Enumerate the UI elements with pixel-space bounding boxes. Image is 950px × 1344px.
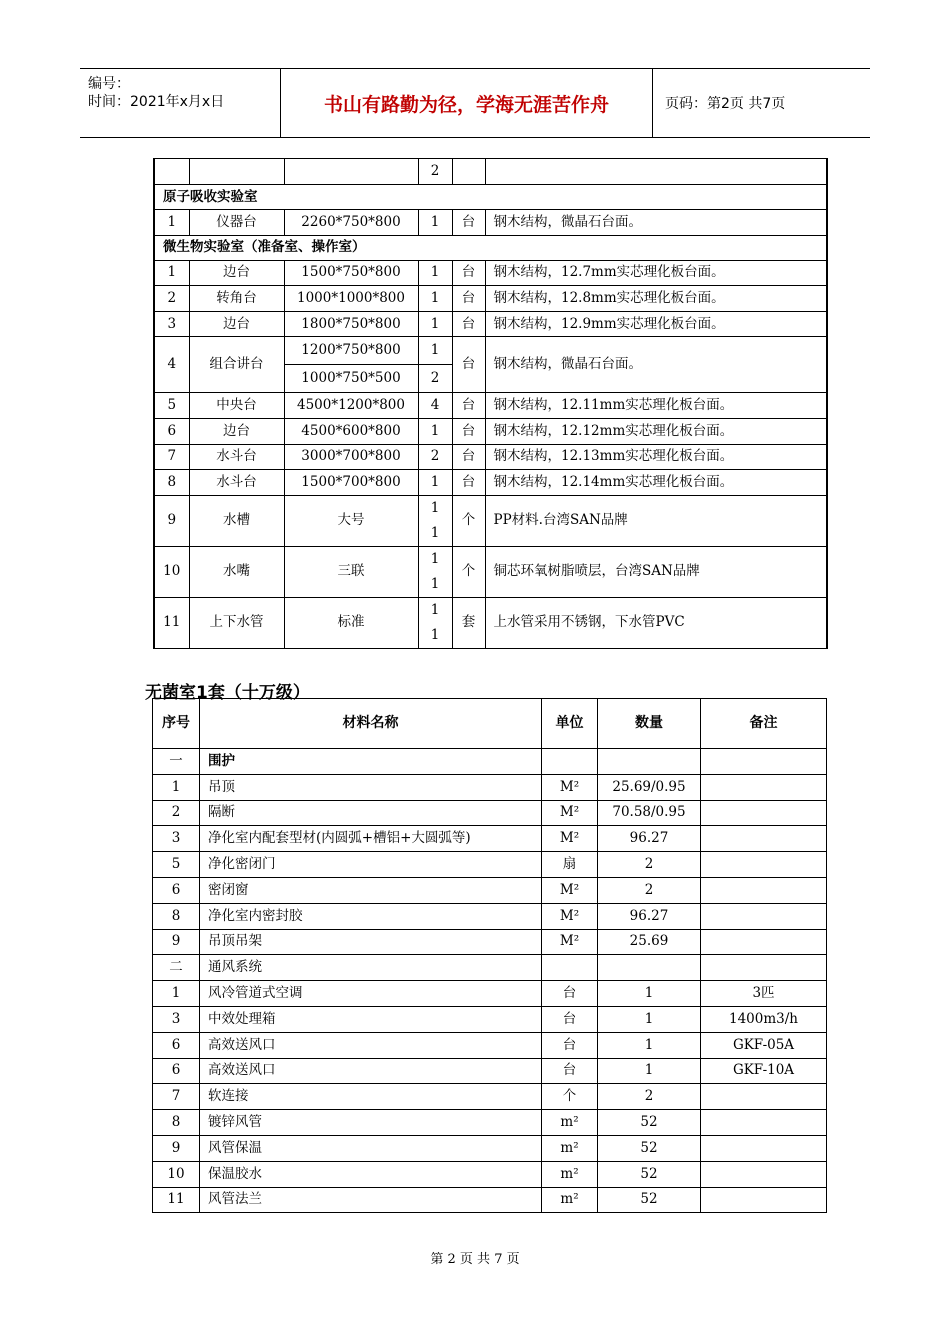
item-spec: 标准 — [284, 597, 418, 648]
table-row — [153, 749, 827, 775]
item-qty — [418, 495, 452, 546]
item-spec: 1000*1000*800 — [284, 286, 418, 312]
item-unit: 台 — [452, 210, 485, 236]
item-note: PP材料.台湾SAN品牌 — [485, 495, 827, 546]
item-spec: 1800*750*800 — [284, 311, 418, 337]
item-qty — [418, 546, 452, 597]
row-number: 6 — [153, 1032, 200, 1058]
row-number: 10 — [153, 1161, 200, 1187]
item-unit: 台 — [452, 286, 485, 312]
table-row — [154, 159, 827, 185]
table-row — [154, 597, 827, 648]
item-qty: 1 — [418, 418, 452, 444]
material-unit: M² — [542, 929, 598, 955]
item-qty: 2 — [418, 444, 452, 470]
table-row — [154, 444, 827, 470]
material-note — [701, 1161, 827, 1187]
page-header — [80, 68, 870, 138]
item-unit: 台 — [452, 260, 485, 286]
item-qty-line: 1 — [430, 626, 440, 643]
material-qty: 52 — [598, 1110, 701, 1136]
material-qty — [598, 749, 701, 775]
item-note: 上水管采用不锈钢，下水管PVC — [485, 597, 827, 648]
section-title: 原子吸收实验室 — [154, 185, 827, 210]
item-qty-line: 1 — [430, 524, 440, 541]
lab-furniture-table — [153, 158, 828, 649]
table-row — [153, 929, 827, 955]
item-name: 上下水管 — [189, 597, 284, 648]
item-note: 铜芯环氧树脂喷层，台湾SAN品牌 — [485, 546, 827, 597]
row-number: 6 — [154, 418, 189, 444]
item-note: 钢木结构，12.13mm实芯理化板台面。 — [485, 444, 827, 470]
material-qty: 2 — [598, 852, 701, 878]
header-page-number: 页码：第2页 共7页 — [665, 96, 786, 112]
table-row — [153, 955, 827, 981]
material-note — [701, 1084, 827, 1110]
section-row — [154, 185, 827, 210]
item-spec: 3000*700*800 — [284, 444, 418, 470]
item-qty: 1 — [418, 311, 452, 337]
table-row — [153, 1058, 827, 1084]
qty-cell: 2 — [418, 159, 452, 185]
material-qty: 2 — [598, 877, 701, 903]
row-number: 8 — [153, 903, 200, 929]
table-row — [154, 418, 827, 444]
empty-cell — [485, 159, 827, 185]
table-row — [153, 981, 827, 1007]
table-row — [154, 337, 827, 365]
material-unit: M² — [542, 826, 598, 852]
header-note: 备注 — [701, 699, 827, 749]
material-unit: M² — [542, 877, 598, 903]
material-qty — [598, 955, 701, 981]
material-name: 净化密闭门 — [200, 852, 542, 878]
item-spec: 1500*750*800 — [284, 260, 418, 286]
material-name: 风管保温 — [200, 1135, 542, 1161]
material-note — [701, 1110, 827, 1136]
material-note — [701, 903, 827, 929]
item-spec: 4500*1200*800 — [284, 393, 418, 419]
material-note: 3匹 — [701, 981, 827, 1007]
item-name: 边台 — [189, 418, 284, 444]
table-row — [153, 774, 827, 800]
material-qty: 1 — [598, 1058, 701, 1084]
material-name: 软连接 — [200, 1084, 542, 1110]
item-unit: 台 — [452, 418, 485, 444]
table-row — [153, 1032, 827, 1058]
row-number: 7 — [154, 444, 189, 470]
item-name: 水斗台 — [189, 444, 284, 470]
material-qty: 2 — [598, 1084, 701, 1110]
material-unit: M² — [542, 903, 598, 929]
item-spec: 4500*600*800 — [284, 418, 418, 444]
material-note — [701, 1135, 827, 1161]
material-note — [701, 826, 827, 852]
item-name: 转角台 — [189, 286, 284, 312]
material-name: 吊顶吊架 — [200, 929, 542, 955]
material-unit: 台 — [542, 1006, 598, 1032]
item-unit: 台 — [452, 470, 485, 496]
row-number: 8 — [153, 1110, 200, 1136]
item-note: 钢木结构，微晶石台面。 — [485, 210, 827, 236]
row-number: 3 — [153, 826, 200, 852]
table-row — [153, 903, 827, 929]
material-name: 中效处理箱 — [200, 1006, 542, 1032]
material-unit: 个 — [542, 1084, 598, 1110]
item-note: 钢木结构，12.8mm实芯理化板台面。 — [485, 286, 827, 312]
item-unit: 台 — [452, 337, 485, 393]
material-unit: 扇 — [542, 852, 598, 878]
item-qty — [418, 597, 452, 648]
item-note: 钢木结构，微晶石台面。 — [485, 337, 827, 393]
table-row — [153, 1006, 827, 1032]
material-qty: 96.27 — [598, 903, 701, 929]
row-number: 一 — [153, 749, 200, 775]
row-number: 8 — [154, 470, 189, 496]
row-number: 3 — [153, 1006, 200, 1032]
material-qty: 25.69/0.95 — [598, 774, 701, 800]
material-qty: 1 — [598, 1006, 701, 1032]
material-unit: m² — [542, 1135, 598, 1161]
material-name: 高效送风口 — [200, 1058, 542, 1084]
material-name: 通风系统 — [200, 955, 542, 981]
item-qty-line: 1 — [430, 575, 440, 592]
header-page-cell — [653, 69, 870, 137]
material-unit — [542, 749, 598, 775]
empty-cell — [189, 159, 284, 185]
row-number: 9 — [153, 1135, 200, 1161]
material-note — [701, 774, 827, 800]
table-row — [153, 877, 827, 903]
header-info-cell — [80, 69, 281, 137]
item-qty-line: 1 — [430, 499, 440, 516]
item-unit: 台 — [452, 393, 485, 419]
item-spec: 1200*750*800 — [284, 337, 418, 365]
material-name: 风管法兰 — [200, 1187, 542, 1213]
table-row — [153, 1084, 827, 1110]
material-note — [701, 877, 827, 903]
row-number: 11 — [154, 597, 189, 648]
material-qty: 52 — [598, 1135, 701, 1161]
row-number: 9 — [153, 929, 200, 955]
header-qty: 数量 — [598, 699, 701, 749]
material-unit: M² — [542, 774, 598, 800]
material-unit: m² — [542, 1161, 598, 1187]
material-note — [701, 852, 827, 878]
item-name: 边台 — [189, 260, 284, 286]
material-unit: 台 — [542, 1058, 598, 1084]
material-unit: m² — [542, 1187, 598, 1213]
item-spec: 1000*750*500 — [284, 365, 418, 393]
item-name: 边台 — [189, 311, 284, 337]
material-name: 隔断 — [200, 800, 542, 826]
table-row — [154, 260, 827, 286]
material-qty: 1 — [598, 981, 701, 1007]
material-name: 围护 — [200, 749, 542, 775]
material-name: 密闭窗 — [200, 877, 542, 903]
item-unit: 套 — [452, 597, 485, 648]
material-unit: 台 — [542, 981, 598, 1007]
item-qty: 2 — [418, 365, 452, 393]
material-name: 风冷管道式空调 — [200, 981, 542, 1007]
item-qty: 1 — [418, 210, 452, 236]
item-qty: 4 — [418, 393, 452, 419]
clean-room-title: 无菌室1套（十万级） — [145, 683, 310, 703]
material-unit: 台 — [542, 1032, 598, 1058]
row-number: 7 — [153, 1084, 200, 1110]
item-name: 水斗台 — [189, 470, 284, 496]
material-note — [701, 929, 827, 955]
material-qty: 52 — [598, 1161, 701, 1187]
material-note — [701, 955, 827, 981]
material-note: 1400m3/h — [701, 1006, 827, 1032]
row-number: 6 — [153, 877, 200, 903]
table-row — [153, 1135, 827, 1161]
table-header-row — [153, 699, 827, 749]
row-number: 二 — [153, 955, 200, 981]
material-name: 镀锌风管 — [200, 1110, 542, 1136]
item-note: 钢木结构，12.12mm实芯理化板台面。 — [485, 418, 827, 444]
material-qty: 70.58/0.95 — [598, 800, 701, 826]
material-unit: m² — [542, 1110, 598, 1136]
material-note — [701, 800, 827, 826]
material-qty: 25.69 — [598, 929, 701, 955]
table-row — [154, 311, 827, 337]
row-number: 1 — [153, 774, 200, 800]
table-row — [154, 210, 827, 236]
item-unit: 台 — [452, 311, 485, 337]
item-qty-line: 1 — [430, 550, 440, 567]
document-time-label: 时间：2021年x月x日 — [88, 94, 225, 110]
material-note — [701, 749, 827, 775]
empty-cell — [452, 159, 485, 185]
row-number: 2 — [153, 800, 200, 826]
row-number: 2 — [154, 286, 189, 312]
material-qty: 96.27 — [598, 826, 701, 852]
item-name: 水嘴 — [189, 546, 284, 597]
item-spec: 2260*750*800 — [284, 210, 418, 236]
material-note — [701, 1187, 827, 1213]
table-row — [154, 546, 827, 597]
material-name: 吊顶 — [200, 774, 542, 800]
item-qty: 1 — [418, 286, 452, 312]
row-number: 1 — [154, 260, 189, 286]
row-number: 1 — [154, 210, 189, 236]
item-name: 水槽 — [189, 495, 284, 546]
material-note: GKF-05A — [701, 1032, 827, 1058]
row-number: 4 — [154, 337, 189, 393]
table-row — [154, 393, 827, 419]
header-name: 材料名称 — [200, 699, 542, 749]
item-qty: 1 — [418, 337, 452, 365]
page-footer: 第 2 页 共 7 页 — [430, 1252, 520, 1267]
material-name: 高效送风口 — [200, 1032, 542, 1058]
section-title: 微生物实验室（准备室、操作室） — [154, 235, 827, 260]
item-note: 钢木结构，12.9mm实芯理化板台面。 — [485, 311, 827, 337]
item-spec: 1500*700*800 — [284, 470, 418, 496]
table-row — [154, 286, 827, 312]
material-qty: 1 — [598, 1032, 701, 1058]
material-unit — [542, 955, 598, 981]
row-number: 6 — [153, 1058, 200, 1084]
row-number: 1 — [153, 981, 200, 1007]
item-unit: 台 — [452, 444, 485, 470]
material-qty: 52 — [598, 1187, 701, 1213]
material-name: 保温胶水 — [200, 1161, 542, 1187]
table-row — [153, 1161, 827, 1187]
row-number: 5 — [153, 852, 200, 878]
material-name: 净化室内配套型材(内圆弧+槽铝+大圆弧等) — [200, 826, 542, 852]
empty-cell — [154, 159, 189, 185]
table-row — [153, 1110, 827, 1136]
header-motto-cell — [281, 69, 653, 137]
material-name: 净化室内密封胶 — [200, 903, 542, 929]
item-name: 仪器台 — [189, 210, 284, 236]
item-unit: 个 — [452, 495, 485, 546]
material-note: GKF-10A — [701, 1058, 827, 1084]
table-row — [153, 852, 827, 878]
row-number: 9 — [154, 495, 189, 546]
item-qty: 1 — [418, 260, 452, 286]
table-row — [153, 1187, 827, 1213]
table-row — [154, 495, 827, 546]
table-row — [154, 470, 827, 496]
empty-cell — [284, 159, 418, 185]
item-note: 钢木结构，12.11mm实芯理化板台面。 — [485, 393, 827, 419]
row-number: 10 — [154, 546, 189, 597]
table-row — [153, 826, 827, 852]
header-unit: 单位 — [542, 699, 598, 749]
item-spec: 三联 — [284, 546, 418, 597]
item-unit: 个 — [452, 546, 485, 597]
section-row — [154, 235, 827, 260]
item-qty: 1 — [418, 470, 452, 496]
document-number-label: 编号： — [88, 76, 130, 92]
item-name: 中央台 — [189, 393, 284, 419]
item-qty-line: 1 — [430, 601, 440, 618]
header-no: 序号 — [153, 699, 200, 749]
table-row — [153, 800, 827, 826]
row-number: 3 — [154, 311, 189, 337]
row-number: 5 — [154, 393, 189, 419]
item-spec: 大号 — [284, 495, 418, 546]
header-motto: 书山有路勤为径，学海无涯苦作舟 — [323, 93, 609, 116]
item-note: 钢木结构，12.7mm实芯理化板台面。 — [485, 260, 827, 286]
item-note: 钢木结构，12.14mm实芯理化板台面。 — [485, 470, 827, 496]
material-unit: M² — [542, 800, 598, 826]
clean-room-materials-table — [152, 698, 827, 1213]
row-number: 11 — [153, 1187, 200, 1213]
item-name: 组合讲台 — [189, 337, 284, 393]
